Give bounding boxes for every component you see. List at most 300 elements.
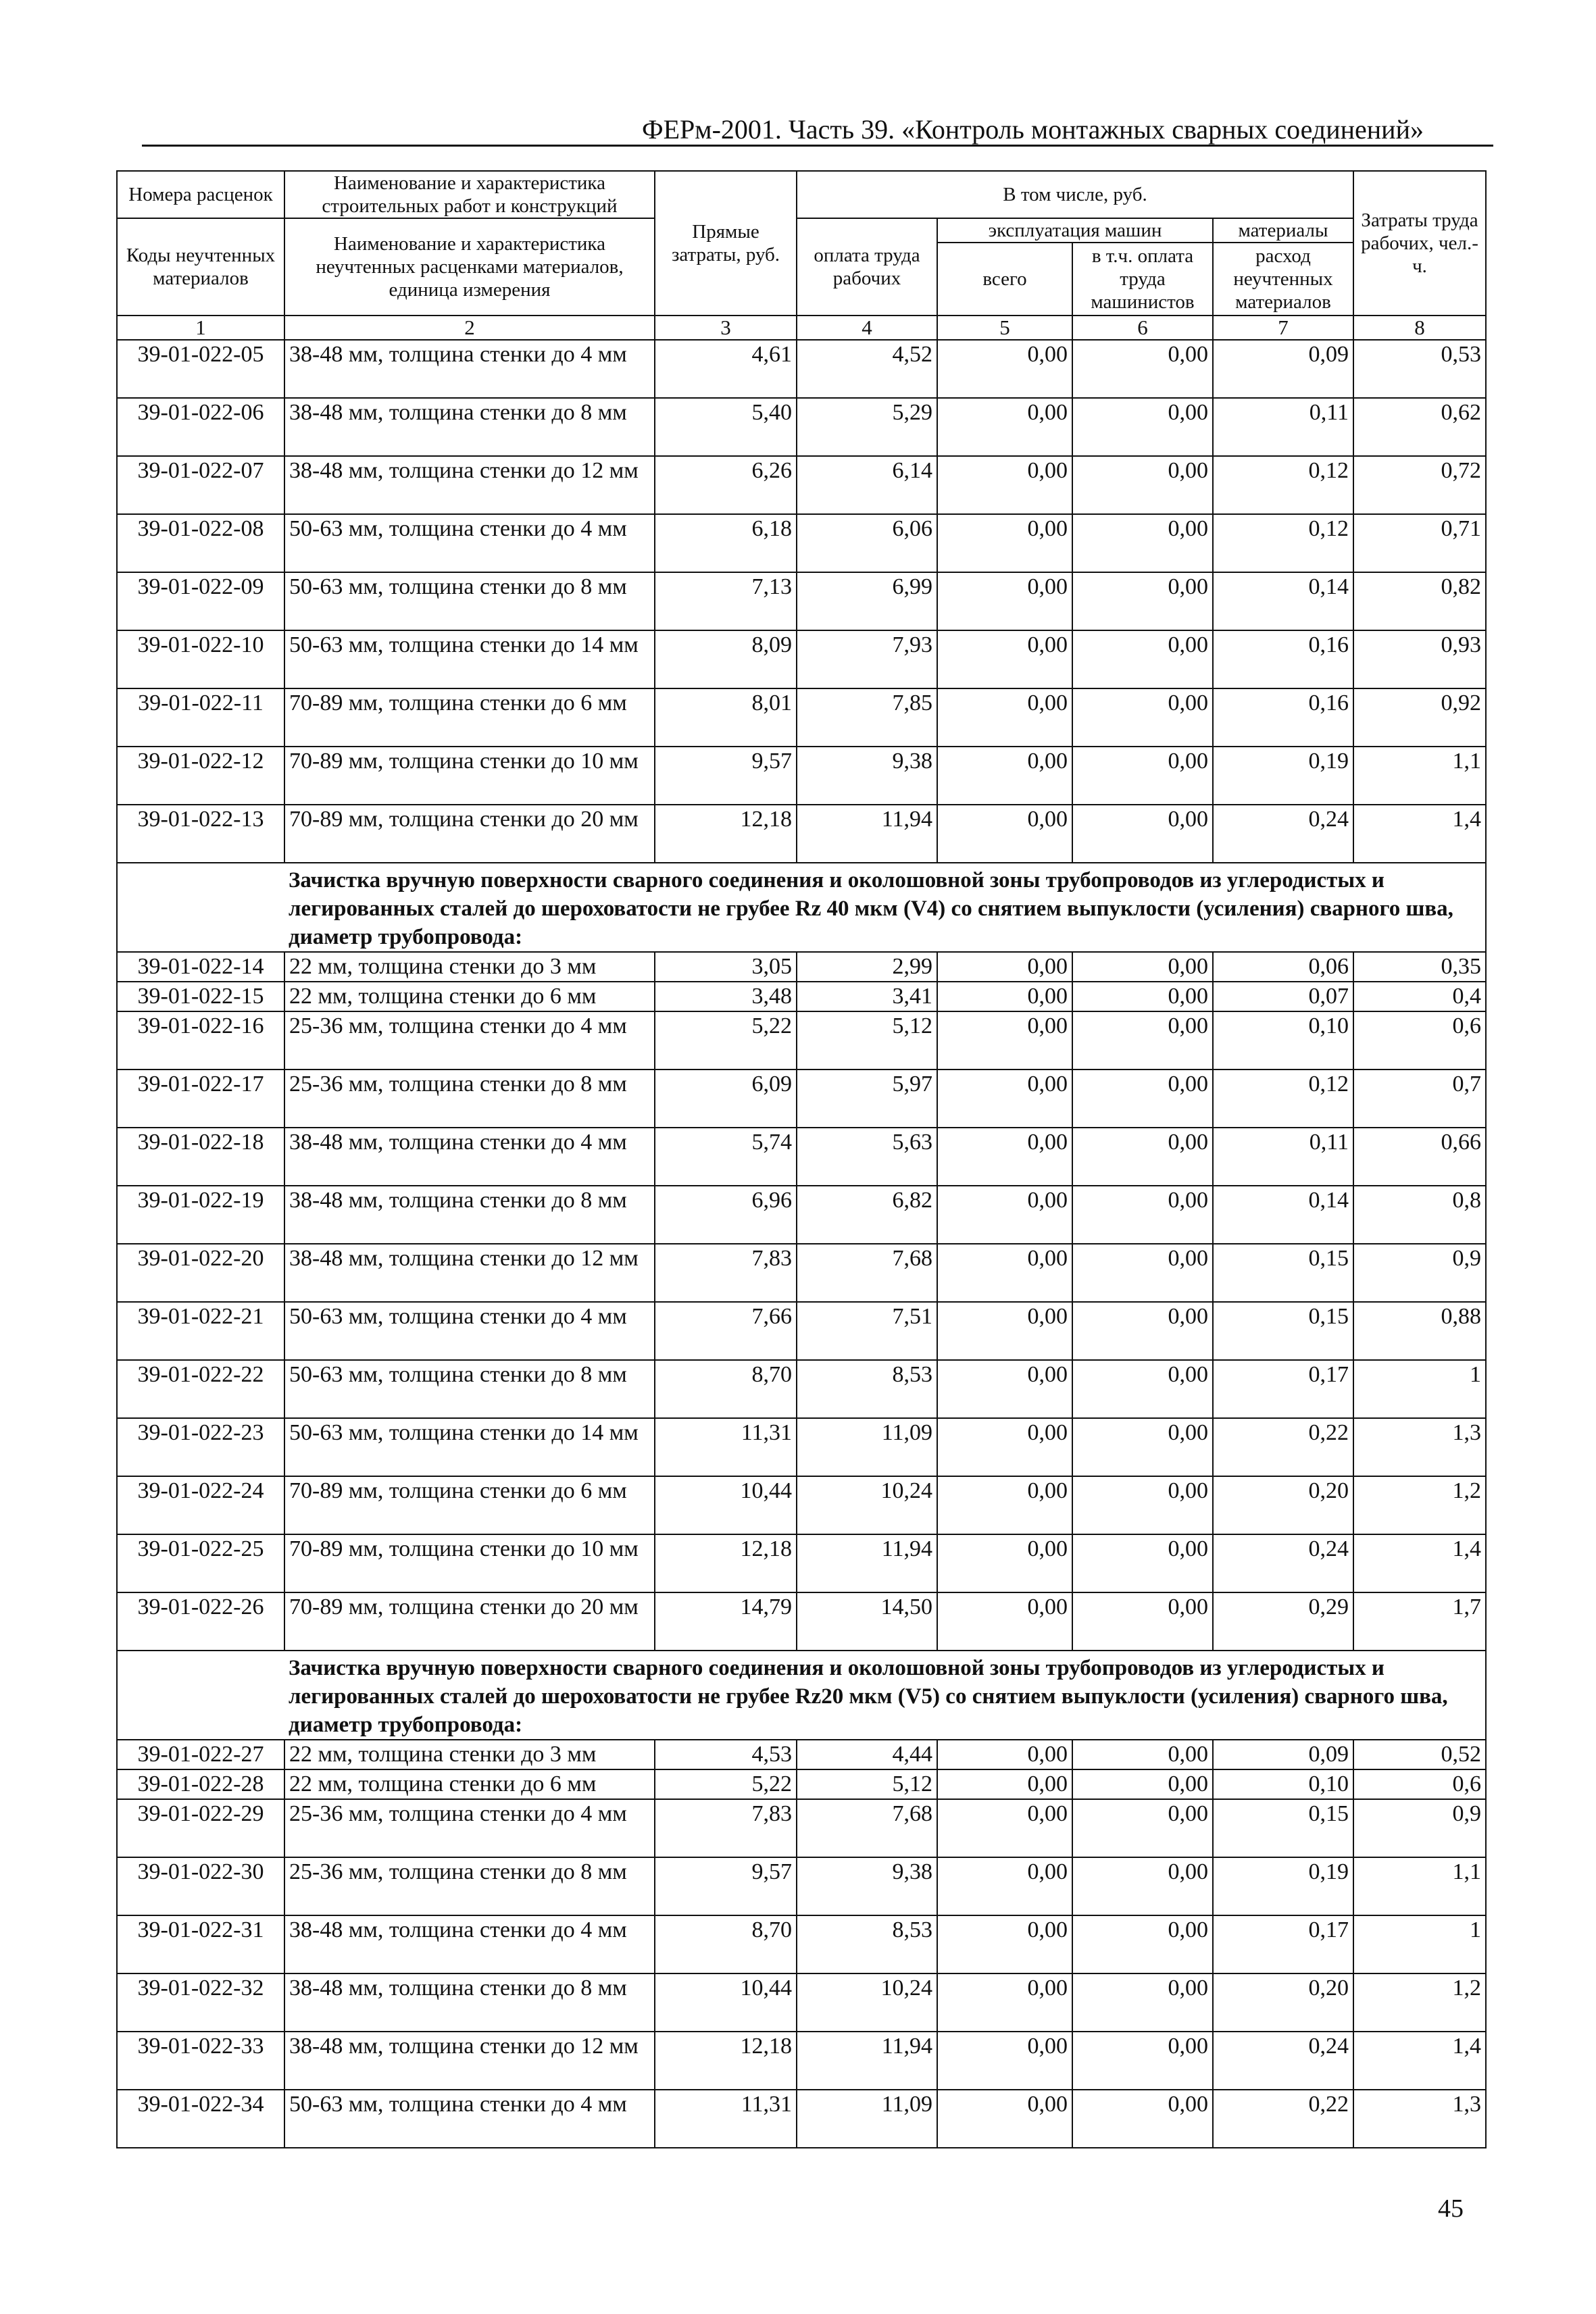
operator-pay-cell: 0,00	[1072, 805, 1213, 863]
machines-total-cell: 0,00	[937, 1534, 1072, 1592]
table-row	[117, 456, 1486, 514]
worker-pay-cell: 7,51	[797, 1302, 937, 1360]
material-usage-cell: 0,29	[1213, 1592, 1353, 1651]
column-number: 2	[284, 316, 655, 340]
material-usage-cell: 0,12	[1213, 514, 1353, 572]
rate-code-cell: 39-01-022-28	[117, 1769, 284, 1799]
machines-total-cell: 0,00	[937, 1186, 1072, 1244]
work-name-cell: 70-89 мм, толщина стенки до 20 мм	[284, 805, 655, 863]
material-usage-cell: 0,22	[1213, 2090, 1353, 2148]
direct-cost-cell: 11,31	[655, 2090, 797, 2148]
labor-hours-cell: 0,35	[1353, 952, 1486, 982]
machines-total-cell: 0,00	[937, 514, 1072, 572]
column-number: 7	[1213, 316, 1353, 340]
work-name-cell: 22 мм, толщина стенки до 6 мм	[284, 1769, 655, 1799]
material-usage-cell: 0,20	[1213, 1973, 1353, 2032]
labor-hours-cell: 1,4	[1353, 2032, 1486, 2090]
labor-hours-cell: 0,71	[1353, 514, 1486, 572]
direct-cost-cell: 8,09	[655, 630, 797, 688]
direct-cost-cell: 6,26	[655, 456, 797, 514]
labor-hours-cell: 1,4	[1353, 1534, 1486, 1592]
work-name-cell: 22 мм, толщина стенки до 3 мм	[284, 1740, 655, 1769]
operator-pay-cell: 0,00	[1072, 1360, 1213, 1418]
rate-code-cell: 39-01-022-21	[117, 1302, 284, 1360]
operator-pay-cell: 0,00	[1072, 1302, 1213, 1360]
work-name-cell: 38-48 мм, толщина стенки до 4 мм	[284, 340, 655, 398]
header-work-name: Наименование и характеристика строительных работ и конструкций	[284, 171, 655, 218]
column-number: 1	[117, 316, 284, 340]
work-name-cell: 50-63 мм, толщина стенки до 4 мм	[284, 514, 655, 572]
worker-pay-cell: 3,41	[797, 982, 937, 1011]
rate-code-cell: 39-01-022-10	[117, 630, 284, 688]
rate-code-cell: 39-01-022-06	[117, 398, 284, 456]
machines-total-cell: 0,00	[937, 1360, 1072, 1418]
operator-pay-cell: 0,00	[1072, 1244, 1213, 1302]
material-usage-cell: 0,07	[1213, 982, 1353, 1011]
work-name-cell: 50-63 мм, толщина стенки до 8 мм	[284, 572, 655, 630]
table-row	[117, 1070, 1486, 1128]
worker-pay-cell: 5,12	[797, 1769, 937, 1799]
rate-code-cell: 39-01-022-16	[117, 1011, 284, 1070]
operator-pay-cell: 0,00	[1072, 1857, 1213, 1915]
header-machines-total: всего	[937, 243, 1072, 316]
section-v5	[117, 1651, 1486, 1740]
table-row	[117, 1302, 1486, 1360]
machines-total-cell: 0,00	[937, 2032, 1072, 2090]
operator-pay-cell: 0,00	[1072, 398, 1213, 456]
labor-hours-cell: 0,92	[1353, 688, 1486, 747]
material-usage-cell: 0,17	[1213, 1915, 1353, 1973]
machines-total-cell: 0,00	[937, 1070, 1072, 1128]
material-usage-cell: 0,24	[1213, 1534, 1353, 1592]
operator-pay-cell: 0,00	[1072, 1534, 1213, 1592]
worker-pay-cell: 7,85	[797, 688, 937, 747]
table-header	[117, 171, 1486, 340]
worker-pay-cell: 6,06	[797, 514, 937, 572]
header-materials: материалы	[1213, 218, 1353, 243]
table-row	[117, 1769, 1486, 1799]
work-name-cell: 38-48 мм, толщина стенки до 8 мм	[284, 1186, 655, 1244]
operator-pay-cell: 0,00	[1072, 1128, 1213, 1186]
direct-cost-cell: 14,79	[655, 1592, 797, 1651]
table-row	[117, 1799, 1486, 1857]
direct-cost-cell: 7,83	[655, 1799, 797, 1857]
table-row	[117, 688, 1486, 747]
rate-code-cell: 39-01-022-27	[117, 1740, 284, 1769]
rate-code-cell: 39-01-022-13	[117, 805, 284, 863]
direct-cost-cell: 3,05	[655, 952, 797, 982]
machines-total-cell: 0,00	[937, 572, 1072, 630]
table-row	[117, 1857, 1486, 1915]
section-heading: Зачистка вручную поверхности сварного соединения и околошовной зоны трубопроводов из углеродистых и легированных сталей до шероховатости не грубее Rz 40 мкм (V4) со снятием выпуклости (усиления) сварного шва, диаметр трубопровода:	[284, 863, 1486, 952]
direct-cost-cell: 9,57	[655, 1857, 797, 1915]
material-usage-cell: 0,19	[1213, 1857, 1353, 1915]
header-labor-hours: Затраты труда рабочих, чел.-ч.	[1353, 171, 1486, 316]
operator-pay-cell: 0,00	[1072, 952, 1213, 982]
machines-total-cell: 0,00	[937, 1915, 1072, 1973]
labor-hours-cell: 1,4	[1353, 805, 1486, 863]
work-name-cell: 50-63 мм, толщина стенки до 14 мм	[284, 630, 655, 688]
direct-cost-cell: 10,44	[655, 1476, 797, 1534]
labor-hours-cell: 0,7	[1353, 1070, 1486, 1128]
rates-table	[116, 170, 1487, 2148]
operator-pay-cell: 0,00	[1072, 1011, 1213, 1070]
labor-hours-cell: 1,1	[1353, 747, 1486, 805]
work-name-cell: 50-63 мм, толщина стенки до 4 мм	[284, 2090, 655, 2148]
table-row	[117, 1740, 1486, 1769]
worker-pay-cell: 11,94	[797, 1534, 937, 1592]
running-header: ФЕРм-2001. Часть 39. «Контроль монтажных сварных соединений»	[642, 114, 1424, 145]
operator-pay-cell: 0,00	[1072, 1973, 1213, 2032]
operator-pay-cell: 0,00	[1072, 572, 1213, 630]
worker-pay-cell: 5,63	[797, 1128, 937, 1186]
table-row	[117, 1592, 1486, 1651]
section-v4	[117, 863, 1486, 952]
machines-total-cell: 0,00	[937, 1128, 1072, 1186]
rate-code-cell: 39-01-022-33	[117, 2032, 284, 2090]
rate-code-cell: 39-01-022-07	[117, 456, 284, 514]
operator-pay-cell: 0,00	[1072, 456, 1213, 514]
machines-total-cell: 0,00	[937, 398, 1072, 456]
header-including: В том числе, руб.	[797, 171, 1353, 218]
worker-pay-cell: 11,94	[797, 2032, 937, 2090]
direct-cost-cell: 4,61	[655, 340, 797, 398]
worker-pay-cell: 11,09	[797, 1418, 937, 1476]
worker-pay-cell: 7,68	[797, 1244, 937, 1302]
machines-total-cell: 0,00	[937, 747, 1072, 805]
rate-code-cell: 39-01-022-15	[117, 982, 284, 1011]
section-spacer	[117, 863, 284, 952]
table-row	[117, 2090, 1486, 2148]
table-row	[117, 1128, 1486, 1186]
header-machines: эксплуатация машин	[937, 218, 1213, 243]
worker-pay-cell: 7,93	[797, 630, 937, 688]
work-name-cell: 22 мм, толщина стенки до 3 мм	[284, 952, 655, 982]
direct-cost-cell: 8,70	[655, 1360, 797, 1418]
direct-cost-cell: 12,18	[655, 1534, 797, 1592]
labor-hours-cell: 0,62	[1353, 398, 1486, 456]
rate-code-cell: 39-01-022-22	[117, 1360, 284, 1418]
rate-code-cell: 39-01-022-09	[117, 572, 284, 630]
work-name-cell: 38-48 мм, толщина стенки до 8 мм	[284, 398, 655, 456]
rows-group-a	[117, 340, 1486, 863]
worker-pay-cell: 6,82	[797, 1186, 937, 1244]
worker-pay-cell: 4,52	[797, 340, 937, 398]
material-usage-cell: 0,10	[1213, 1769, 1353, 1799]
direct-cost-cell: 10,44	[655, 1973, 797, 2032]
material-usage-cell: 0,15	[1213, 1799, 1353, 1857]
machines-total-cell: 0,00	[937, 1740, 1072, 1769]
operator-pay-cell: 0,00	[1072, 1592, 1213, 1651]
table-row	[117, 1476, 1486, 1534]
material-usage-cell: 0,12	[1213, 1070, 1353, 1128]
material-usage-cell: 0,11	[1213, 1128, 1353, 1186]
direct-cost-cell: 7,66	[655, 1302, 797, 1360]
section-spacer	[117, 1651, 284, 1740]
work-name-cell: 25-36 мм, толщина стенки до 8 мм	[284, 1070, 655, 1128]
worker-pay-cell: 5,29	[797, 398, 937, 456]
operator-pay-cell: 0,00	[1072, 1740, 1213, 1769]
work-name-cell: 70-89 мм, толщина стенки до 20 мм	[284, 1592, 655, 1651]
table-row	[117, 398, 1486, 456]
labor-hours-cell: 1	[1353, 1915, 1486, 1973]
work-name-cell: 38-48 мм, толщина стенки до 4 мм	[284, 1915, 655, 1973]
machines-total-cell: 0,00	[937, 1799, 1072, 1857]
worker-pay-cell: 10,24	[797, 1973, 937, 2032]
direct-cost-cell: 6,18	[655, 514, 797, 572]
operator-pay-cell: 0,00	[1072, 1418, 1213, 1476]
work-name-cell: 38-48 мм, толщина стенки до 12 мм	[284, 2032, 655, 2090]
column-numbers-row	[117, 316, 1486, 340]
header-rate-numbers: Номера расценок	[117, 171, 284, 218]
operator-pay-cell: 0,00	[1072, 747, 1213, 805]
operator-pay-cell: 0,00	[1072, 1476, 1213, 1534]
work-name-cell: 38-48 мм, толщина стенки до 12 мм	[284, 1244, 655, 1302]
direct-cost-cell: 5,22	[655, 1769, 797, 1799]
rows-group-c	[117, 1740, 1486, 2148]
direct-cost-cell: 6,09	[655, 1070, 797, 1128]
labor-hours-cell: 0,72	[1353, 456, 1486, 514]
material-usage-cell: 0,22	[1213, 1418, 1353, 1476]
direct-cost-cell: 8,70	[655, 1915, 797, 1973]
operator-pay-cell: 0,00	[1072, 1915, 1213, 1973]
direct-cost-cell: 11,31	[655, 1418, 797, 1476]
table-row	[117, 1011, 1486, 1070]
work-name-cell: 25-36 мм, толщина стенки до 4 мм	[284, 1799, 655, 1857]
direct-cost-cell: 12,18	[655, 2032, 797, 2090]
material-usage-cell: 0,14	[1213, 572, 1353, 630]
material-usage-cell: 0,20	[1213, 1476, 1353, 1534]
direct-cost-cell: 5,22	[655, 1011, 797, 1070]
material-usage-cell: 0,24	[1213, 2032, 1353, 2090]
labor-hours-cell: 0,9	[1353, 1799, 1486, 1857]
rate-code-cell: 39-01-022-31	[117, 1915, 284, 1973]
machines-total-cell: 0,00	[937, 982, 1072, 1011]
direct-cost-cell: 3,48	[655, 982, 797, 1011]
table-row	[117, 340, 1486, 398]
direct-cost-cell: 12,18	[655, 805, 797, 863]
table-row	[117, 1360, 1486, 1418]
machines-total-cell: 0,00	[937, 1857, 1072, 1915]
work-name-cell: 38-48 мм, толщина стенки до 8 мм	[284, 1973, 655, 2032]
machines-total-cell: 0,00	[937, 1244, 1072, 1302]
rate-code-cell: 39-01-022-11	[117, 688, 284, 747]
table-row	[117, 1915, 1486, 1973]
worker-pay-cell: 8,53	[797, 1915, 937, 1973]
direct-cost-cell: 6,96	[655, 1186, 797, 1244]
direct-cost-cell: 5,40	[655, 398, 797, 456]
material-usage-cell: 0,15	[1213, 1302, 1353, 1360]
operator-pay-cell: 0,00	[1072, 514, 1213, 572]
table-row	[117, 514, 1486, 572]
table-row	[117, 572, 1486, 630]
worker-pay-cell: 11,09	[797, 2090, 937, 2148]
labor-hours-cell: 0,93	[1353, 630, 1486, 688]
worker-pay-cell: 6,14	[797, 456, 937, 514]
machines-total-cell: 0,00	[937, 1769, 1072, 1799]
column-number: 4	[797, 316, 937, 340]
machines-total-cell: 0,00	[937, 1973, 1072, 2032]
rate-code-cell: 39-01-022-17	[117, 1070, 284, 1128]
rows-group-b	[117, 952, 1486, 1651]
worker-pay-cell: 9,38	[797, 1857, 937, 1915]
labor-hours-cell: 1,3	[1353, 2090, 1486, 2148]
machines-total-cell: 0,00	[937, 1011, 1072, 1070]
labor-hours-cell: 0,82	[1353, 572, 1486, 630]
operator-pay-cell: 0,00	[1072, 688, 1213, 747]
rate-code-cell: 39-01-022-25	[117, 1534, 284, 1592]
worker-pay-cell: 2,99	[797, 952, 937, 982]
table-row	[117, 1973, 1486, 2032]
direct-cost-cell: 7,13	[655, 572, 797, 630]
worker-pay-cell: 5,97	[797, 1070, 937, 1128]
labor-hours-cell: 0,8	[1353, 1186, 1486, 1244]
rate-code-cell: 39-01-022-20	[117, 1244, 284, 1302]
labor-hours-cell: 0,66	[1353, 1128, 1486, 1186]
header-rule	[142, 145, 1493, 147]
header-material-usage: расход неучтенных материалов	[1213, 243, 1353, 316]
rate-code-cell: 39-01-022-32	[117, 1973, 284, 2032]
rate-code-cell: 39-01-022-12	[117, 747, 284, 805]
machines-total-cell: 0,00	[937, 2090, 1072, 2148]
labor-hours-cell: 1,1	[1353, 1857, 1486, 1915]
machines-total-cell: 0,00	[937, 630, 1072, 688]
rate-code-cell: 39-01-022-26	[117, 1592, 284, 1651]
labor-hours-cell: 0,4	[1353, 982, 1486, 1011]
table-row	[117, 1534, 1486, 1592]
worker-pay-cell: 7,68	[797, 1799, 937, 1857]
table-row	[117, 747, 1486, 805]
material-usage-cell: 0,12	[1213, 456, 1353, 514]
operator-pay-cell: 0,00	[1072, 1769, 1213, 1799]
operator-pay-cell: 0,00	[1072, 982, 1213, 1011]
header-operator-pay: в т.ч. оплата труда машинистов	[1072, 243, 1213, 316]
operator-pay-cell: 0,00	[1072, 1186, 1213, 1244]
material-usage-cell: 0,09	[1213, 1740, 1353, 1769]
worker-pay-cell: 6,99	[797, 572, 937, 630]
material-usage-cell: 0,17	[1213, 1360, 1353, 1418]
material-usage-cell: 0,16	[1213, 630, 1353, 688]
rate-code-cell: 39-01-022-34	[117, 2090, 284, 2148]
work-name-cell: 50-63 мм, толщина стенки до 14 мм	[284, 1418, 655, 1476]
labor-hours-cell: 0,52	[1353, 1740, 1486, 1769]
labor-hours-cell: 1	[1353, 1360, 1486, 1418]
machines-total-cell: 0,00	[937, 805, 1072, 863]
worker-pay-cell: 8,53	[797, 1360, 937, 1418]
work-name-cell: 38-48 мм, толщина стенки до 12 мм	[284, 456, 655, 514]
column-number: 3	[655, 316, 797, 340]
labor-hours-cell: 0,6	[1353, 1769, 1486, 1799]
labor-hours-cell: 1,2	[1353, 1476, 1486, 1534]
machines-total-cell: 0,00	[937, 1302, 1072, 1360]
rate-code-cell: 39-01-022-19	[117, 1186, 284, 1244]
machines-total-cell: 0,00	[937, 952, 1072, 982]
header-direct-costs: Прямые затраты, руб.	[655, 171, 797, 316]
work-name-cell: 22 мм, толщина стенки до 6 мм	[284, 982, 655, 1011]
labor-hours-cell: 0,88	[1353, 1302, 1486, 1360]
work-name-cell: 70-89 мм, толщина стенки до 10 мм	[284, 747, 655, 805]
work-name-cell: 70-89 мм, толщина стенки до 6 мм	[284, 1476, 655, 1534]
material-usage-cell: 0,11	[1213, 398, 1353, 456]
material-usage-cell: 0,15	[1213, 1244, 1353, 1302]
machines-total-cell: 0,00	[937, 1592, 1072, 1651]
worker-pay-cell: 14,50	[797, 1592, 937, 1651]
material-usage-cell: 0,06	[1213, 952, 1353, 982]
table-row	[117, 630, 1486, 688]
column-number: 6	[1072, 316, 1213, 340]
direct-cost-cell: 8,01	[655, 688, 797, 747]
operator-pay-cell: 0,00	[1072, 630, 1213, 688]
operator-pay-cell: 0,00	[1072, 1070, 1213, 1128]
worker-pay-cell: 10,24	[797, 1476, 937, 1534]
worker-pay-cell: 11,94	[797, 805, 937, 863]
work-name-cell: 25-36 мм, толщина стенки до 4 мм	[284, 1011, 655, 1070]
rate-code-cell: 39-01-022-30	[117, 1857, 284, 1915]
direct-cost-cell: 5,74	[655, 1128, 797, 1186]
table-row	[117, 2032, 1486, 2090]
rate-code-cell: 39-01-022-08	[117, 514, 284, 572]
labor-hours-cell: 0,53	[1353, 340, 1486, 398]
rate-code-cell: 39-01-022-14	[117, 952, 284, 982]
work-name-cell: 70-89 мм, толщина стенки до 10 мм	[284, 1534, 655, 1592]
operator-pay-cell: 0,00	[1072, 1799, 1213, 1857]
machines-total-cell: 0,00	[937, 688, 1072, 747]
material-usage-cell: 0,10	[1213, 1011, 1353, 1070]
work-name-cell: 50-63 мм, толщина стенки до 8 мм	[284, 1360, 655, 1418]
labor-hours-cell: 1,3	[1353, 1418, 1486, 1476]
column-number: 5	[937, 316, 1072, 340]
page-number: 45	[1438, 2194, 1464, 2223]
column-number: 8	[1353, 316, 1486, 340]
table-row	[117, 1186, 1486, 1244]
material-usage-cell: 0,24	[1213, 805, 1353, 863]
header-material-codes: Коды неучтенных материалов	[117, 218, 284, 316]
material-usage-cell: 0,19	[1213, 747, 1353, 805]
labor-hours-cell: 0,9	[1353, 1244, 1486, 1302]
table-row	[117, 1244, 1486, 1302]
header-worker-pay: оплата труда рабочих	[797, 218, 937, 316]
machines-total-cell: 0,00	[937, 1418, 1072, 1476]
table-row	[117, 952, 1486, 982]
machines-total-cell: 0,00	[937, 1476, 1072, 1534]
worker-pay-cell: 9,38	[797, 747, 937, 805]
operator-pay-cell: 0,00	[1072, 340, 1213, 398]
header-material-name: Наименование и характеристика неучтенных расценками материалов, единица измерения	[284, 218, 655, 316]
work-name-cell: 25-36 мм, толщина стенки до 8 мм	[284, 1857, 655, 1915]
labor-hours-cell: 1,2	[1353, 1973, 1486, 2032]
labor-hours-cell: 0,6	[1353, 1011, 1486, 1070]
work-name-cell: 70-89 мм, толщина стенки до 6 мм	[284, 688, 655, 747]
rate-code-cell: 39-01-022-05	[117, 340, 284, 398]
worker-pay-cell: 5,12	[797, 1011, 937, 1070]
table-row	[117, 805, 1486, 863]
table-row	[117, 982, 1486, 1011]
material-usage-cell: 0,16	[1213, 688, 1353, 747]
operator-pay-cell: 0,00	[1072, 2090, 1213, 2148]
labor-hours-cell: 1,7	[1353, 1592, 1486, 1651]
material-usage-cell: 0,14	[1213, 1186, 1353, 1244]
direct-cost-cell: 7,83	[655, 1244, 797, 1302]
direct-cost-cell: 9,57	[655, 747, 797, 805]
rate-code-cell: 39-01-022-29	[117, 1799, 284, 1857]
work-name-cell: 50-63 мм, толщина стенки до 4 мм	[284, 1302, 655, 1360]
worker-pay-cell: 4,44	[797, 1740, 937, 1769]
table-row	[117, 1418, 1486, 1476]
work-name-cell: 38-48 мм, толщина стенки до 4 мм	[284, 1128, 655, 1186]
rate-code-cell: 39-01-022-18	[117, 1128, 284, 1186]
machines-total-cell: 0,00	[937, 456, 1072, 514]
machines-total-cell: 0,00	[937, 340, 1072, 398]
